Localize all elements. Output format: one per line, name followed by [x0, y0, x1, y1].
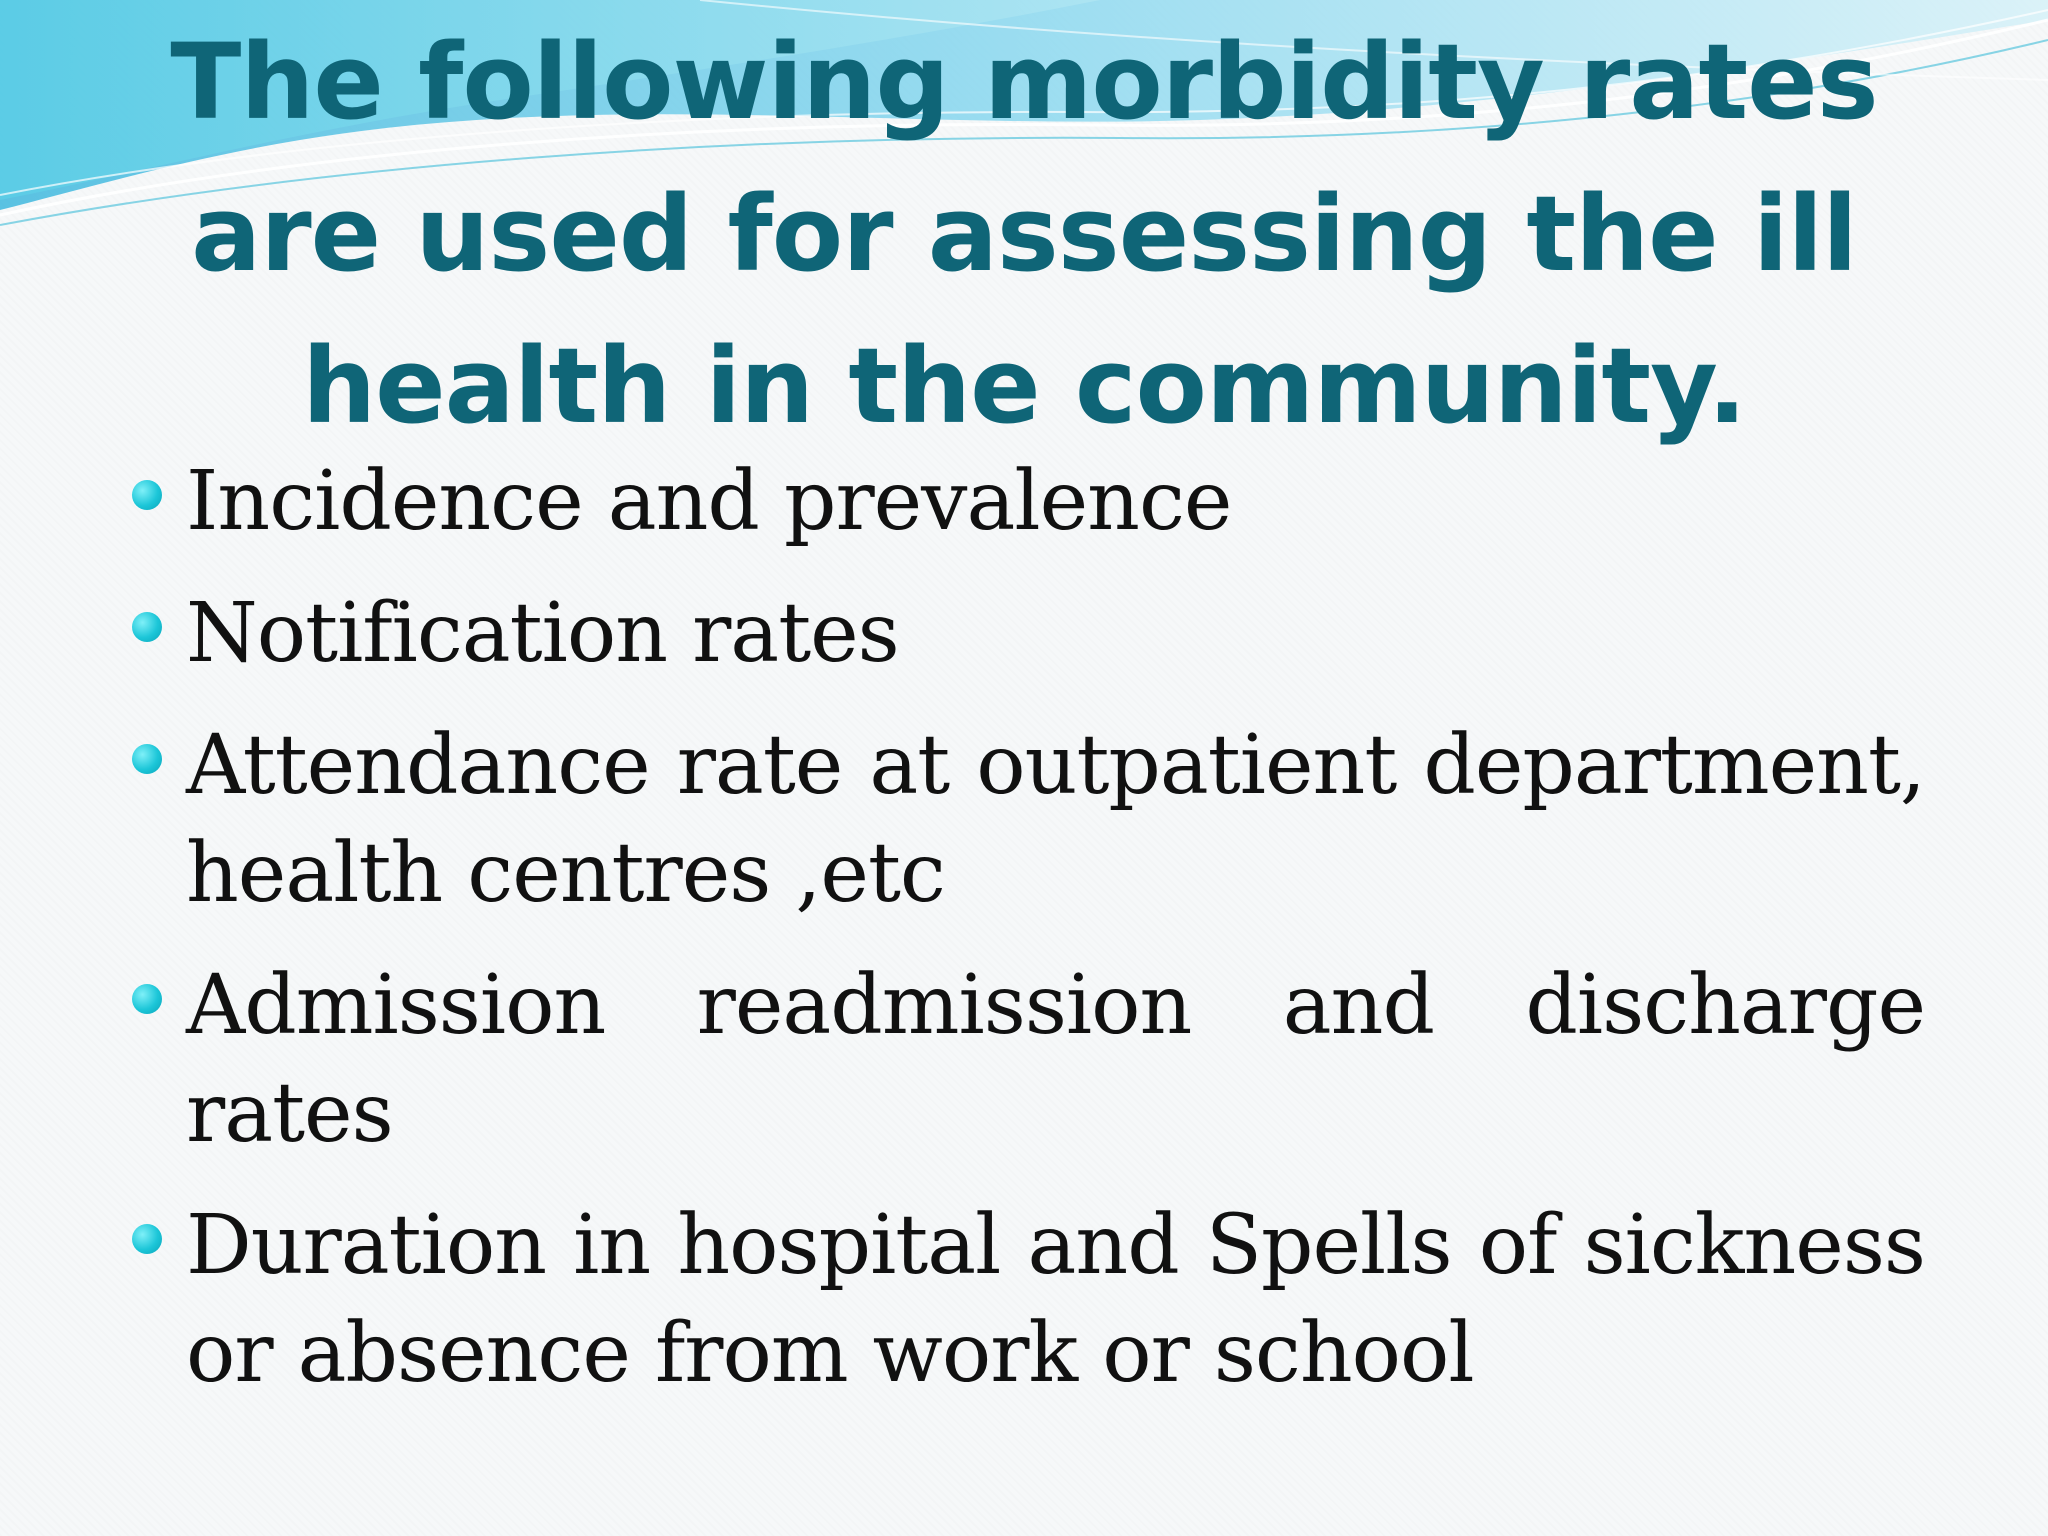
slide-title: The following morbidity rates are used for assessing the ill health in the community.	[170, 21, 1878, 447]
circle-bullet-icon	[132, 744, 162, 774]
bullet-list	[130, 448, 1925, 1432]
list-item	[130, 712, 1925, 928]
bullet-text: Incidence and prevalence	[186, 454, 1232, 549]
list-item	[130, 1192, 1925, 1408]
bullet-text: Attendance rate at outpatient department, health centres ,etc	[186, 718, 1925, 921]
circle-bullet-icon	[132, 1224, 162, 1254]
circle-bullet-icon	[132, 984, 162, 1014]
bullet-text: Admission readmission and discharge rates	[186, 958, 1925, 1161]
bullet-text: Notification rates	[186, 586, 899, 681]
circle-bullet-icon	[132, 612, 162, 642]
list-item	[130, 952, 1925, 1168]
bullet-text: Duration in hospital and Spells of sickness or absence from work or school	[186, 1198, 1925, 1401]
circle-bullet-icon	[132, 480, 162, 510]
list-item	[130, 448, 1925, 556]
list-item	[130, 580, 1925, 688]
